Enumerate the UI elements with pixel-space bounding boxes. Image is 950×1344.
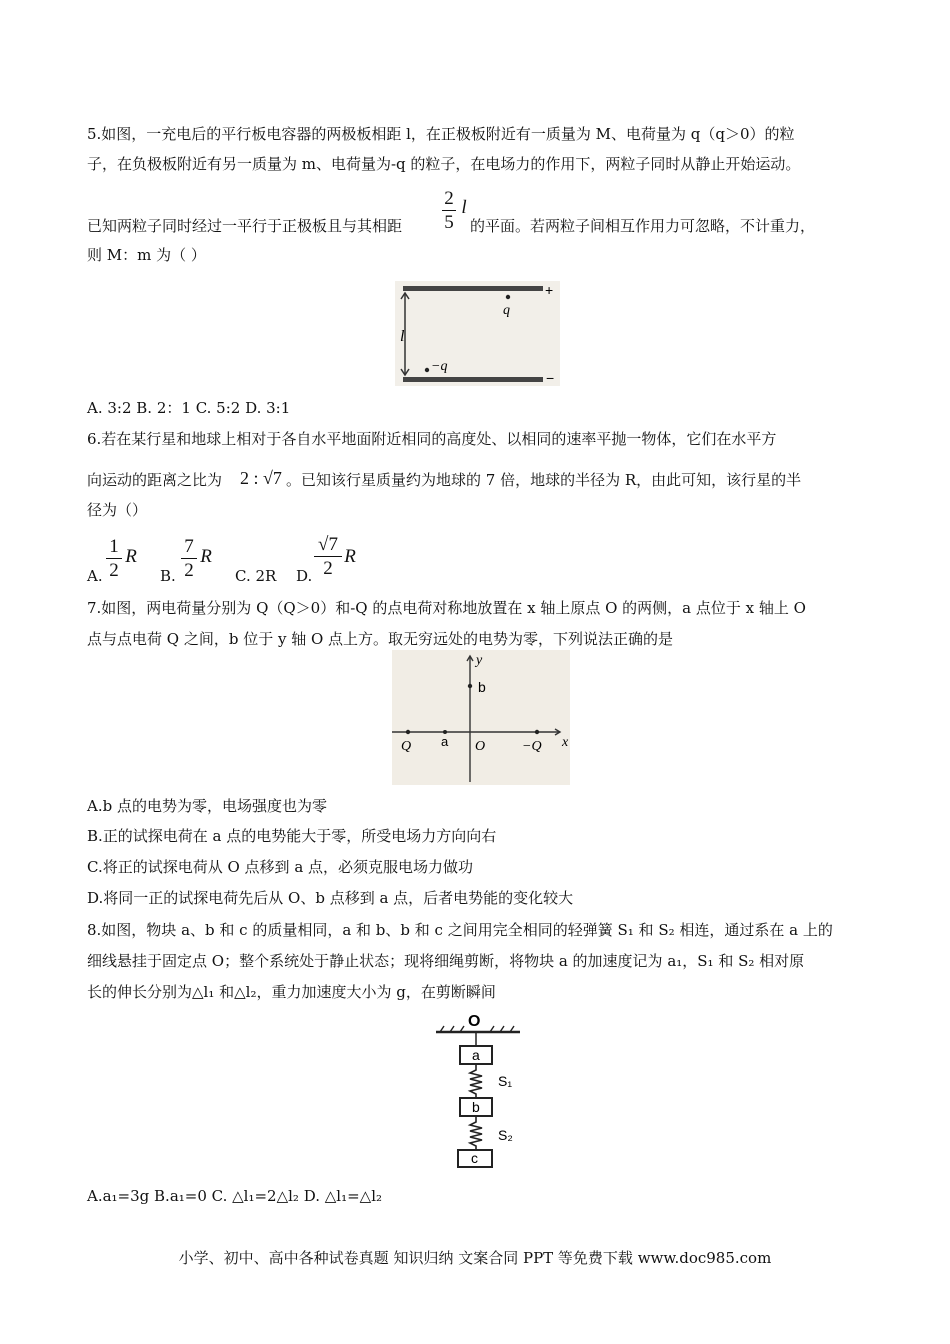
q6-line3: 径为（）	[87, 501, 148, 519]
positive-plate	[403, 286, 543, 291]
q6-optC: C. 2R	[235, 567, 277, 585]
charge-negQ	[535, 730, 539, 734]
q6-optA-label: A.	[87, 567, 103, 585]
q7-optC: C.将正的试探电荷从 O 点移到 a 点，必须克服电场力做功	[87, 858, 474, 876]
spring-S1-label: S₁	[498, 1073, 513, 1089]
q6-optD-R: R	[344, 546, 356, 567]
q6-optB-R: R	[200, 546, 212, 567]
fig-q-label: q	[503, 303, 510, 318]
q7-line2: 点与点电荷 Q 之间，b 位于 y 轴 O 点上方。取无穷远处的电势为零，下列说法正确的是	[87, 630, 674, 648]
q5-line3b: 的平面。若两粒子间相互作用力可忽略，不计重力，	[470, 217, 816, 235]
q6-optA-frac: 1 2	[106, 536, 122, 581]
q6-optB-label: B.	[160, 567, 176, 585]
point-b	[468, 684, 472, 688]
q8-line3: 长的伸长分别为△l₁ 和△l₂，重力加速度大小为 g，在剪断瞬间	[87, 983, 496, 1001]
capacitor-figure	[395, 281, 560, 386]
fig-minus-label: −	[546, 370, 555, 386]
q6-optB-frac: 7 2	[181, 536, 197, 581]
q7-optB: B.正的试探电荷在 a 点的电势能大于零，所受电场力方向向右	[87, 827, 497, 845]
q5-options: A. 3:2 B. 2：1 C. 5:2 D. 3:1	[87, 399, 291, 417]
q5-line1: 5.如图，一充电后的平行板电容器的两极板相距 l，在正极板附近有一质量为 M、电荷量为 q（q＞0）的粒	[87, 125, 795, 143]
charge-Q-label: Q	[401, 739, 412, 754]
q7-optA: A.b 点的电势为零，电场强度也为零	[87, 797, 327, 815]
q5-frac-num: 2	[444, 188, 454, 209]
y-axis-label: y	[476, 653, 483, 668]
fixed-point-O-label: O	[468, 1013, 481, 1030]
charge-Q	[406, 730, 410, 734]
q6-optD-label: D.	[296, 567, 313, 585]
q6-ratio: 2 : √7	[240, 468, 282, 488]
q8-line2: 细线悬挂于固定点 O；整个系统处于静止状态；现将细绳剪断，将物块 a 的加速度记为 a₁，S₁ 和 S₂ 相对原	[87, 952, 805, 970]
q5-frac-den: 5	[444, 212, 454, 233]
point-a-label: a	[441, 734, 449, 749]
particle-negq	[425, 368, 429, 372]
origin-label: O	[475, 739, 486, 754]
q8-options: A.a₁=3g B.a₁=0 C. △l₁=2△l₂ D. △l₁=△l₂	[87, 1187, 383, 1205]
q5-line4: 则 M：m 为（ ）	[87, 246, 206, 264]
q5-line3a: 已知两粒子同时经过一平行于正极板且与其相距	[87, 217, 403, 235]
charge-negQ-label: −Q	[522, 739, 542, 754]
point-b-label: b	[478, 679, 486, 695]
fig-negq-label: −q	[431, 359, 448, 374]
spring-S1	[470, 1064, 482, 1098]
x-axis-label: x	[562, 735, 569, 750]
q6-optA-R: R	[125, 546, 137, 567]
particle-q	[506, 295, 510, 299]
negative-plate	[403, 377, 543, 382]
q6-line2b: 。已知该行星质量约为地球的 7 倍，地球的半径为 R，由此可知，该行星的半	[286, 471, 802, 489]
fig-plus-label: +	[545, 282, 554, 298]
charges-axis-figure	[392, 650, 570, 785]
q7-line1: 7.如图，两电荷量分别为 Q（Q＞0）和-Q 的点电荷对称地放置在 x 轴上原点 O 的两侧，a 点位于 x 轴上 O	[87, 599, 806, 617]
q7-optD: D.将同一正的试探电荷先后从 O、b 点移到 a 点，后者电势能的变化较大	[87, 889, 574, 907]
q6-optD-frac: √7 2	[314, 534, 342, 579]
q6-line1: 6.若在某行星和地球上相对于各自水平地面附近相同的高度处、以相同的速率平抛一物体，它们在水平方	[87, 430, 777, 448]
q6-line2a: 向运动的距离之比为	[87, 471, 223, 489]
fig-l-label: l	[400, 328, 405, 345]
q5-fraction	[442, 188, 456, 233]
q5-frac-var: l	[461, 197, 467, 218]
q5-line2: 子，在负极板附近有另一质量为 m、电荷量为-q 的粒子，在电场力的作用下，两粒子同时从静止开始运动。	[87, 155, 801, 173]
spring-S2	[470, 1116, 482, 1150]
page-footer: 小学、初中、高中各种试卷真题 知识归纳 文案合同 PPT 等免费下载 www.doc985.com	[178, 1249, 772, 1267]
block-a-label: a	[472, 1047, 480, 1063]
block-c-label: c	[471, 1150, 478, 1166]
block-b-label: b	[472, 1099, 480, 1115]
spring-S2-label: S₂	[498, 1127, 513, 1143]
spring-blocks-figure	[428, 1010, 528, 1170]
q8-line1: 8.如图，物块 a、b 和 c 的质量相同，a 和 b、b 和 c 之间用完全相同的轻弹簧 S₁ 和 S₂ 相连，通过系在 a 上的	[87, 921, 833, 939]
